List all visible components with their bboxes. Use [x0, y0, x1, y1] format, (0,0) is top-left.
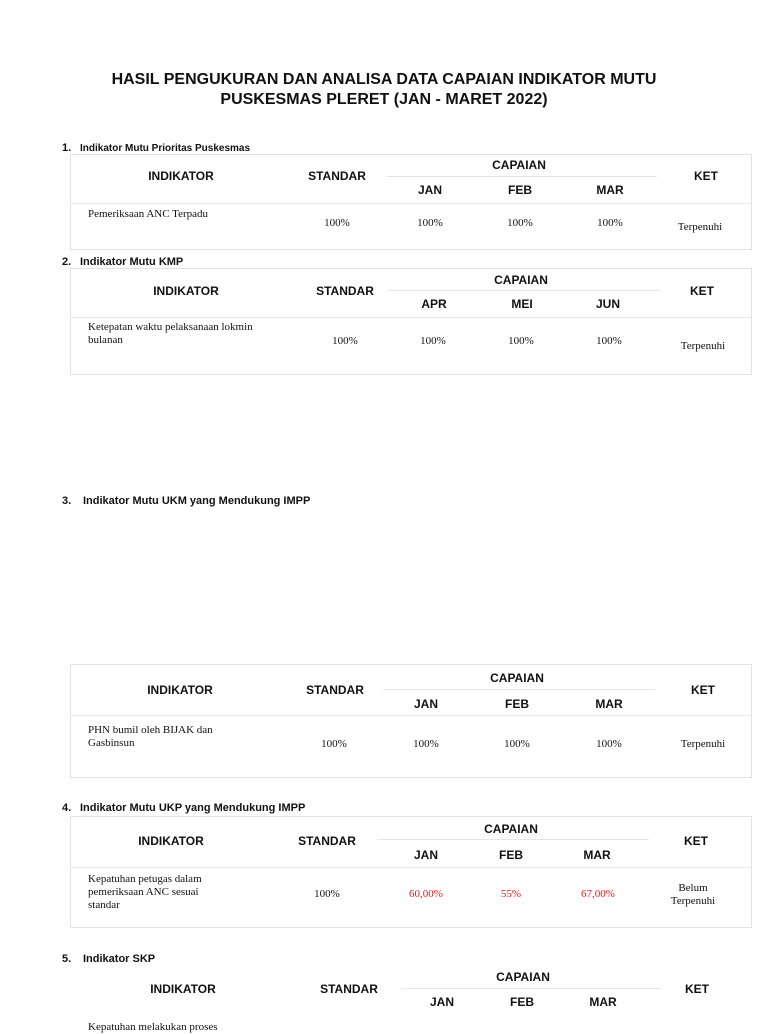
ket-value: Terpenuhi	[680, 340, 726, 352]
month-value: 100%	[596, 738, 622, 750]
section-4-heading	[62, 802, 305, 815]
indicator-name: Pemeriksaan ANC Terpadu	[88, 208, 209, 220]
capaian-divider	[383, 689, 655, 690]
col-indikator-header: INDIKATOR	[138, 834, 204, 848]
section-label: Indikator SKP	[83, 953, 156, 965]
standard-value: 100%	[321, 738, 347, 750]
month-header: FEB	[508, 183, 532, 197]
ket-value: Terpenuhi	[677, 221, 723, 233]
ket-value: Terpenuhi	[680, 738, 726, 750]
section-number: 5.	[62, 953, 72, 965]
month-header: FEB	[505, 697, 529, 711]
col-ket-header: KET	[694, 169, 718, 183]
table-header	[71, 269, 751, 318]
section-number: 4.	[62, 802, 72, 814]
section-5-heading	[62, 953, 155, 966]
indicator-name: PHN bumil oleh BIJAK dan Gasbinsun	[88, 724, 213, 749]
col-indikator-header: INDIKATOR	[153, 284, 219, 298]
page-title	[40, 70, 728, 110]
table-header	[71, 155, 751, 204]
section-label: Indikator Mutu UKM yang Mendukung IMPP	[83, 495, 311, 507]
indicator-name: Kepatuhan melakukan proses	[88, 1021, 218, 1033]
month-value: 100%	[596, 335, 622, 347]
col-capaian-header: CAPAIAN	[492, 158, 546, 172]
section-1-table	[70, 154, 752, 250]
capaian-divider	[389, 290, 659, 291]
month-header: JAN	[413, 848, 438, 862]
table-header	[71, 967, 751, 1018]
month-value-unmet: 67,00%	[581, 888, 615, 900]
col-ket-header: KET	[684, 834, 708, 848]
section-3-heading	[62, 495, 310, 508]
month-header: MEI	[511, 297, 533, 311]
table-header	[71, 665, 751, 716]
title-line-1: HASIL PENGUKURAN DAN ANALISA DATA CAPAIAN INDIKATOR MUTU	[111, 71, 657, 88]
month-header: MAR	[583, 848, 611, 862]
col-capaian-header: CAPAIAN	[496, 970, 550, 984]
col-capaian-header: CAPAIAN	[494, 273, 548, 287]
month-header: JAN	[417, 183, 442, 197]
col-standar-header: STANDAR	[316, 284, 374, 298]
section-4-table	[70, 816, 752, 928]
month-value-unmet: 55%	[500, 888, 522, 900]
month-value-unmet: 60,00%	[409, 888, 443, 900]
month-header: APR	[421, 297, 447, 311]
section-number: 3.	[62, 495, 72, 507]
section-number: 2.	[62, 256, 72, 268]
month-value: 100%	[417, 217, 443, 229]
indicator-name: Kepatuhan petugas dalam pemeriksaan ANC sesuai standar	[88, 873, 202, 911]
section-label: Indikator Mutu Prioritas Puskesmas	[80, 143, 251, 154]
col-indikator-header: INDIKATOR	[147, 683, 213, 697]
section-3-table	[70, 664, 752, 778]
month-header: JUN	[595, 297, 620, 311]
month-header: MAR	[595, 697, 623, 711]
section-number: 1.	[62, 142, 72, 154]
capaian-divider	[377, 839, 649, 840]
standard-value: 100%	[314, 888, 340, 900]
capaian-divider	[387, 176, 657, 177]
indicator-name: Ketepatan waktu pelaksanaan lokmin bulanan	[88, 321, 253, 346]
month-value: 100%	[413, 738, 439, 750]
month-value: 100%	[504, 738, 530, 750]
col-standar-header: STANDAR	[308, 169, 366, 183]
ket-value: Belum Terpenuhi	[670, 882, 716, 907]
month-header: MAR	[596, 183, 624, 197]
month-header: JAN	[429, 995, 454, 1009]
month-header: FEB	[499, 848, 523, 862]
month-header: MAR	[589, 995, 617, 1009]
section-label: Indikator Mutu KMP	[80, 256, 184, 268]
section-2-table	[70, 268, 752, 375]
col-capaian-header: CAPAIAN	[484, 822, 538, 836]
month-value: 100%	[508, 335, 534, 347]
capaian-divider	[401, 988, 661, 989]
section-5-table	[70, 966, 752, 1033]
month-header: JAN	[413, 697, 438, 711]
section-label: Indikator Mutu UKP yang Mendukung IMPP	[80, 802, 306, 814]
col-ket-header: KET	[690, 284, 714, 298]
standard-value: 100%	[332, 335, 358, 347]
table-header	[71, 817, 751, 868]
month-header: FEB	[510, 995, 534, 1009]
col-ket-header: KET	[685, 982, 709, 996]
month-value: 100%	[597, 217, 623, 229]
month-value: 100%	[507, 217, 533, 229]
title-line-2: PUSKESMAS PLERET (JAN - MARET 2022)	[220, 91, 548, 108]
col-ket-header: KET	[691, 683, 715, 697]
month-value: 100%	[420, 335, 446, 347]
col-indikator-header: INDIKATOR	[150, 982, 216, 996]
col-standar-header: STANDAR	[298, 834, 356, 848]
col-standar-header: STANDAR	[320, 982, 378, 996]
col-indikator-header: INDIKATOR	[148, 169, 214, 183]
col-standar-header: STANDAR	[306, 683, 364, 697]
standard-value: 100%	[324, 217, 350, 229]
col-capaian-header: CAPAIAN	[490, 671, 544, 685]
